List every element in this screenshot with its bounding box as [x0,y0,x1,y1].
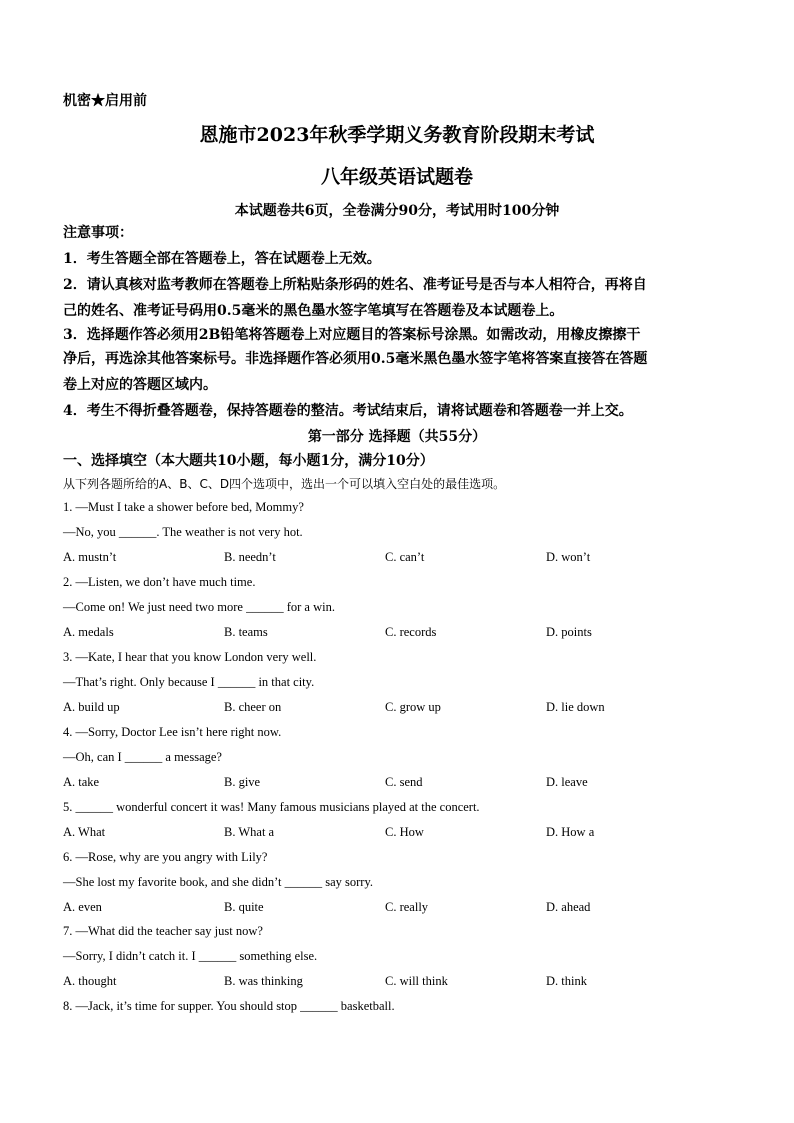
question-stem: —That’s right. Only because I ______ in that city. [63,675,315,689]
note-line: 卷上对应的答题区域内。 [63,377,217,393]
option-a: A. thought [63,974,117,988]
question-stem: 7. —What did the teacher say just now? [63,924,263,938]
option-b: B. was thinking [224,974,303,988]
notes-heading: 注意事项： [63,225,133,241]
option-c: C. will think [385,974,448,988]
option-d: D. lie down [546,700,605,714]
note-line: 2．请认真核对监考教师在答题卷上所粘贴条形码的姓名、准考证号是否与本人相符合，再将自 [63,277,647,293]
option-a: A. What [63,825,106,839]
option-d: D. ahead [546,900,591,914]
part-heading: 第一部分 选择题（共55分） [307,429,487,445]
exam-subtitle: 八年级英语试题卷 [320,166,473,188]
note-line: 4．考生不得折叠答题卷，保持答题卷的整洁。考试结束后，请将试题卷和答题卷一并上交。 [63,403,633,419]
option-c: C. grow up [385,700,441,714]
confidential-label: 机密★启用前 [63,93,147,109]
option-a: A. even [63,900,102,914]
option-b: B. quite [224,900,264,914]
question-stem: 1. —Must I take a shower before bed, Mommy? [63,500,304,514]
option-c: C. How [385,825,424,839]
section-heading: 一、选择填空（本大题共10小题，每小题1分，满分10分） [63,453,434,469]
option-a: A. medals [63,625,114,639]
section-instruction: 从下列各题所给的A、B、C、D四个选项中，选出一个可以填入空白处的最佳选项。 [63,477,506,491]
note-line: 3．选择题作答必须用2B铅笔将答题卷上对应题目的答案标号涂黑。如需改动，用橡皮擦擦干 [63,327,641,343]
option-a: A. build up [63,700,120,714]
question-stem: 3. —Kate, I hear that you know London very well. [63,650,317,664]
option-d: D. won’t [546,550,591,564]
question-stem: —Come on! We just need two more ______ for a win. [63,600,335,614]
exam-title: 恩施市2023年秋季学期义务教育阶段期末考试 [199,124,595,146]
option-b: B. What a [224,825,275,839]
option-b: B. cheer on [224,700,282,714]
question-stem: 8. —Jack, it’s time for supper. You should stop ______ basketball. [63,999,395,1013]
question-stem: 5. ______ wonderful concert it was! Many famous musicians played at the concert. [63,800,480,814]
option-c: C. really [385,900,429,914]
note-line: 己的姓名、准考证号码用0.5毫米的黑色墨水签字笔填写在答题卷及本试题卷上。 [63,303,564,319]
option-c: C. can’t [385,550,425,564]
question-stem: 4. —Sorry, Doctor Lee isn’t here right now. [63,725,282,739]
question-stem: —She lost my favorite book, and she didn’t ______ say sorry. [63,875,374,889]
question-stem: —Oh, can I ______ a message? [63,750,222,764]
question-stem: —Sorry, I didn’t catch it. I ______ something else. [63,949,318,963]
note-line: 1．考生答题全部在答题卷上，答在试题卷上无效。 [63,251,381,267]
option-b: B. give [224,775,261,789]
option-d: D. think [546,974,587,988]
question-stem: —No, you ______. The weather is not very hot. [63,525,303,539]
option-a: A. take [63,775,100,789]
option-b: B. teams [224,625,268,639]
option-d: D. leave [546,775,588,789]
option-c: C. send [385,775,423,789]
option-c: C. records [385,625,437,639]
question-stem: 2. —Listen, we don’t have much time. [63,575,256,589]
option-d: D. How a [546,825,595,839]
question-stem: 6. —Rose, why are you angry with Lily? [63,850,268,864]
option-d: D. points [546,625,592,639]
option-a: A. mustn’t [63,550,117,564]
note-line: 净后，再选涂其他答案标号。非选择题作答必须用0.5毫米黑色墨水签字笔将答案直接答在答题 [63,351,648,367]
exam-info: 本试题卷共6页，全卷满分90分，考试用时100分钟 [234,203,560,219]
option-b: B. needn’t [224,550,276,564]
